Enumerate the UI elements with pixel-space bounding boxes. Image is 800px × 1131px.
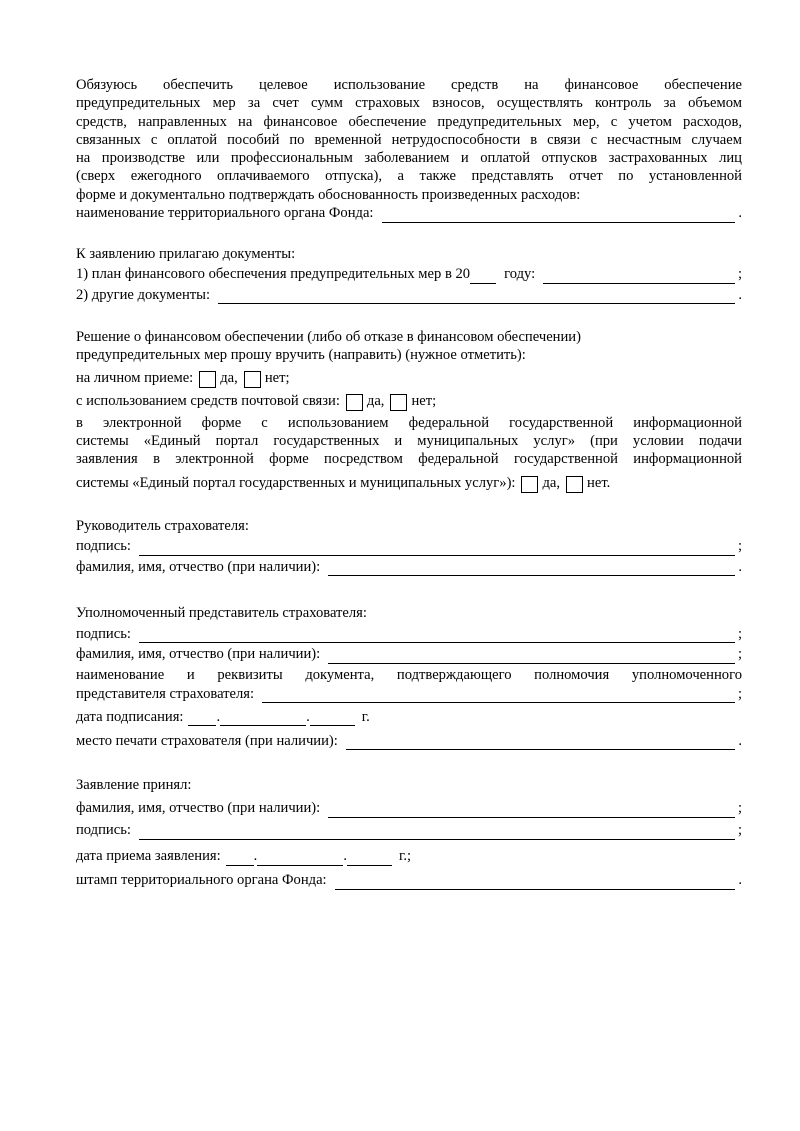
electronic-text: заявления в электронной форме посредством федеральной государственной информационной (76, 451, 742, 468)
signing-date-row (76, 703, 742, 726)
attachments-heading: К заявлению прилагаю документы: (76, 245, 296, 262)
territorial-body-row (76, 204, 742, 223)
accepted-signature-field[interactable] (139, 825, 735, 840)
line-end-mark: . (738, 872, 742, 889)
obligation-line: форме и документально подтверждать обоснованность произведенных расходов: (76, 186, 581, 203)
representative-signature-label: подпись: (76, 625, 131, 642)
postal-no-checkbox[interactable] (390, 394, 407, 411)
line-end-mark: ; (737, 646, 742, 663)
obligation-line: предупредительных мер за счет сумм страховых взносов, осуществлять контроль за объемом (76, 95, 742, 112)
obligation-line: средств, направленных на финансовое обеспечение предупредительных мер, с учетом расходов, (76, 113, 742, 130)
plan-year-suffix: году: (504, 266, 536, 283)
territorial-body-label: наименование территориального органа Фонда: (76, 205, 374, 222)
line-end-mark: . (738, 286, 742, 303)
representative-doc-label-2: представителя страхователя: (76, 685, 255, 702)
representative-heading: Уполномоченный представитель страхователя: (76, 605, 367, 622)
electronic-no-checkbox[interactable] (566, 476, 583, 493)
line-end-mark: ; (737, 800, 742, 817)
yes-label: да, (542, 475, 561, 492)
representative-signature-field[interactable] (139, 628, 735, 643)
other-docs-label: 2) другие документы: (76, 286, 211, 303)
representative-doc-field[interactable] (262, 688, 735, 703)
other-docs-field[interactable] (218, 289, 735, 304)
representative-name-label: фамилия, имя, отчество (при наличии): (76, 646, 321, 663)
accepted-heading: Заявление принял: (76, 777, 192, 794)
head-name-row (76, 556, 742, 577)
representative-signature-row (76, 623, 742, 644)
electronic-text: системы «Единый портал государственных и муниципальных услуг» (при условии подачи (76, 432, 742, 449)
representative-name-row (76, 643, 742, 664)
electronic-row (76, 469, 742, 493)
attachments-heading-row (76, 243, 742, 264)
acceptance-day-field[interactable] (226, 851, 254, 866)
line-end-mark: ; (737, 538, 742, 555)
head-heading: Руководитель страхователя: (76, 517, 249, 534)
accepted-signature-label: подпись: (76, 822, 131, 839)
fund-stamp-label: штамп территориального органа Фонда: (76, 872, 327, 889)
seal-field[interactable] (346, 735, 736, 750)
representative-name-field[interactable] (328, 649, 735, 664)
accepted-name-field[interactable] (328, 803, 735, 818)
line-end-mark: . (738, 558, 742, 575)
representative-doc-row-2 (76, 684, 742, 703)
line-end-mark: ; (737, 685, 742, 702)
territorial-body-field[interactable] (382, 208, 736, 223)
other-docs-row (76, 284, 742, 305)
accepted-name-row (76, 795, 742, 818)
signing-date-label: дата подписания: (76, 708, 184, 725)
seal-label: место печати страхователя (при наличии): (76, 732, 338, 749)
line-end-mark: . (738, 732, 742, 749)
postal-row (76, 388, 742, 411)
acceptance-date-label: дата приема заявления: (76, 848, 221, 865)
obligation-paragraph (76, 76, 742, 204)
in-person-label: на личном приеме: (76, 370, 194, 387)
fund-stamp-row (76, 866, 742, 890)
yes-label: да, (366, 393, 385, 410)
no-label: нет; (264, 370, 290, 387)
accepted-signature-row (76, 818, 742, 840)
in-person-row (76, 365, 742, 388)
representative-doc-label: наименование и реквизиты документа, подтверждающего полномочия уполномоченного (76, 666, 742, 683)
seal-row (76, 726, 742, 750)
line-end-mark: . (738, 205, 742, 222)
yes-label: да, (220, 370, 238, 387)
no-label: нет. (587, 475, 611, 492)
in-person-no-checkbox[interactable] (244, 371, 261, 388)
date-separator: . (216, 708, 221, 725)
obligation-line: Обязуюсь обеспечить целевое использование средств на финансовое обеспечение (76, 77, 742, 93)
head-heading-row (76, 515, 742, 536)
accepted-name-label: фамилия, имя, отчество (при наличии): (76, 800, 321, 817)
obligation-line: на производстве или профессиональным заболеванием и оплатой отпусков застрахованных лиц (76, 150, 742, 167)
line-end-mark: ; (737, 625, 742, 642)
plan-year-field[interactable] (470, 269, 496, 284)
signing-year-field[interactable] (310, 711, 355, 726)
electronic-yes-checkbox[interactable] (521, 476, 538, 493)
date-separator: . (253, 848, 258, 865)
representative-heading-row (76, 602, 742, 623)
decision-text: Решение о финансовом обеспечении (либо об отказе в финансовом обеспечении) (76, 329, 581, 346)
obligation-line: связанных с оплатой пособий по временной нетрудоспособности в связи с несчастным случаем (76, 131, 742, 148)
head-name-label: фамилия, имя, отчество (при наличии): (76, 558, 321, 575)
signing-month-field[interactable] (220, 711, 306, 726)
plan-row (76, 263, 742, 284)
application-form-page (76, 76, 742, 890)
obligation-line: (сверх ежегодного оплачиваемого отпуска), а также представлять отчет по установленной (76, 168, 742, 185)
date-separator: . (306, 708, 310, 725)
acceptance-date-row (76, 840, 742, 866)
head-signature-row (76, 535, 742, 556)
no-label: нет; (411, 393, 437, 410)
plan-field[interactable] (543, 269, 735, 284)
fund-stamp-field[interactable] (335, 875, 736, 890)
head-signature-field[interactable] (139, 541, 735, 556)
electronic-label: системы «Единый портал государственных и муниципальных услуг»): (76, 475, 516, 492)
postal-yes-checkbox[interactable] (346, 394, 363, 411)
decision-text: предупредительных мер прошу вручить (направить) (нужное отметить): (76, 347, 526, 364)
plan-label: 1) план финансового обеспечения предупредительных мер в 20 (76, 266, 471, 283)
head-signature-label: подпись: (76, 538, 131, 555)
signing-day-field[interactable] (188, 711, 216, 726)
acceptance-month-field[interactable] (257, 851, 343, 866)
head-name-field[interactable] (328, 561, 735, 576)
line-end-mark: ; (737, 266, 742, 283)
representative-doc-row (76, 664, 742, 685)
electronic-text: в электронной форме с использованием федеральной государственной информационной (76, 414, 742, 431)
acceptance-year-field[interactable] (347, 851, 392, 866)
year-suffix: г.; (398, 848, 412, 865)
in-person-yes-checkbox[interactable] (199, 371, 216, 388)
line-end-mark: ; (737, 822, 742, 839)
date-separator: . (343, 848, 347, 865)
accepted-heading-row (76, 774, 742, 795)
postal-label: с использованием средств почтовой связи: (76, 393, 340, 410)
year-suffix: г. (361, 708, 370, 725)
